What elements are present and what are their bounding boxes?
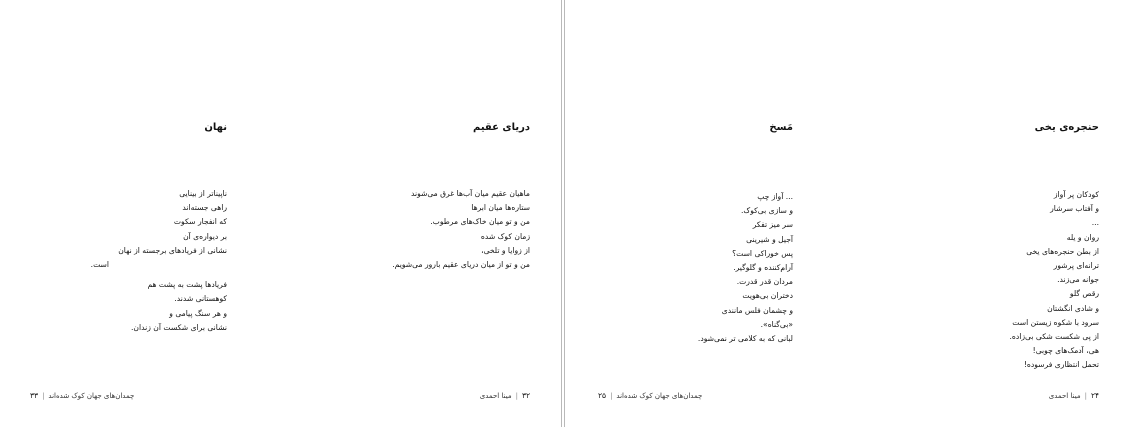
poem-line: ترانه‌ای پرشور xyxy=(1053,260,1099,270)
author-name: مینا احمدی xyxy=(1048,392,1081,400)
poem-line: رقص گلو xyxy=(1069,289,1099,299)
poem-line: آجیل و شیرینی xyxy=(746,234,793,244)
poem-line: نشانی برای شکست آن زندان. xyxy=(131,322,227,332)
poem-line: ماهیان عقیم میان آب‌ها غرق می‌شوند xyxy=(410,189,530,198)
book-title: چمدان‌های جهان کوک شده‌اند xyxy=(616,392,703,400)
page-footer xyxy=(30,391,134,400)
footer-separator: | xyxy=(610,392,613,400)
page-footer xyxy=(480,391,530,400)
page-number: ۳۲ xyxy=(521,391,530,400)
poem-line: آرام‌کننده و گلوگیر. xyxy=(733,262,793,272)
poem-line: از زوایا و تلخی، xyxy=(481,245,530,255)
poem-line: و آفتاب سرشار xyxy=(1050,204,1099,214)
poem-line: پس خوراکی است؟ xyxy=(732,248,793,258)
poem-line: مردان قدر قدرت. xyxy=(736,277,793,287)
poem-body xyxy=(91,187,227,335)
poem-line: راهی جسته‌اند xyxy=(182,203,227,213)
poem-line: جوانه می‌زند. xyxy=(1057,275,1099,285)
page-footer xyxy=(1049,391,1099,400)
poem-line: هی، آدمک‌های چوبی! xyxy=(1032,346,1099,356)
poem-line: «بی‌گناه». xyxy=(760,319,793,329)
book-title: چمدان‌های جهان کوک شده‌اند xyxy=(48,392,135,400)
footer-separator: | xyxy=(515,392,518,400)
gutter-divider xyxy=(564,0,565,427)
poem-line: روان و یله xyxy=(1066,232,1099,242)
poem-line: سرود با شکوه زیستن است xyxy=(1012,317,1099,327)
poem-line: ... xyxy=(1091,218,1099,228)
poem-line: ... آواز چپ xyxy=(757,192,793,201)
poem-line: است. xyxy=(90,259,109,269)
poem-line: زمان کوک شده xyxy=(480,231,530,241)
poem-line: بر دیواره‌ی آن xyxy=(183,231,227,241)
footer-separator: | xyxy=(42,392,45,400)
poem-line: از بطن حنجره‌های یخی xyxy=(1026,246,1099,256)
page-number: ۲۵ xyxy=(598,391,607,400)
poem-body xyxy=(698,190,793,346)
poem-line: کوهستانی شدند. xyxy=(174,294,227,304)
footer-separator: | xyxy=(1084,392,1087,400)
page-number: ۳۳ xyxy=(30,391,39,400)
poem-line: از پی شکست شکی بی‌زاده. xyxy=(1009,331,1099,341)
page-footer xyxy=(598,391,702,400)
poem-line: ستاره‌ها میان ابرها xyxy=(471,203,530,213)
poem-body xyxy=(1009,188,1099,372)
poem-line: تحمل انتظاری فرسوده! xyxy=(1023,360,1099,370)
poem-line: من و تو میان خاک‌های مرطوب. xyxy=(430,217,530,227)
poem-body xyxy=(392,187,530,272)
poem-title: دریای عقیم xyxy=(473,122,530,133)
poem-line: و سازی بی‌کوک. xyxy=(741,206,793,216)
poem-line: لبانی که به کلامی تر نمی‌شود. xyxy=(697,333,793,343)
gutter-divider xyxy=(561,0,562,427)
author-name: مینا احمدی xyxy=(479,392,512,400)
poem-line: سر میز تفکر xyxy=(752,220,793,230)
poem-line: و شادی انگشتان xyxy=(1047,303,1099,313)
poem-title: نهان xyxy=(204,122,227,133)
poem-title: حنجره‌ی یخی xyxy=(1034,122,1099,133)
poem-title: مَسخ xyxy=(769,122,793,133)
poem-line: و هر سنگ پیامی و xyxy=(169,308,227,318)
poem-line: فریادها پشت به پشت هم xyxy=(147,280,227,290)
poem-line: من و تو از میان دریای عقیم بارور می‌شویم. xyxy=(392,259,530,269)
poem-line: نشانی از فریادهای برجسته از نهان xyxy=(118,245,227,255)
poem-line: دختران بی‌هویت xyxy=(742,291,793,301)
page-number: ۲۴ xyxy=(1090,391,1099,400)
poem-line: ناپیناتر از بینایی xyxy=(179,189,227,198)
poem-line: و چشمان فلس مانندی xyxy=(721,305,793,315)
poem-line: کودکان پر آواز xyxy=(1053,190,1099,199)
poem-line: که انفجار سکوت xyxy=(173,217,227,227)
